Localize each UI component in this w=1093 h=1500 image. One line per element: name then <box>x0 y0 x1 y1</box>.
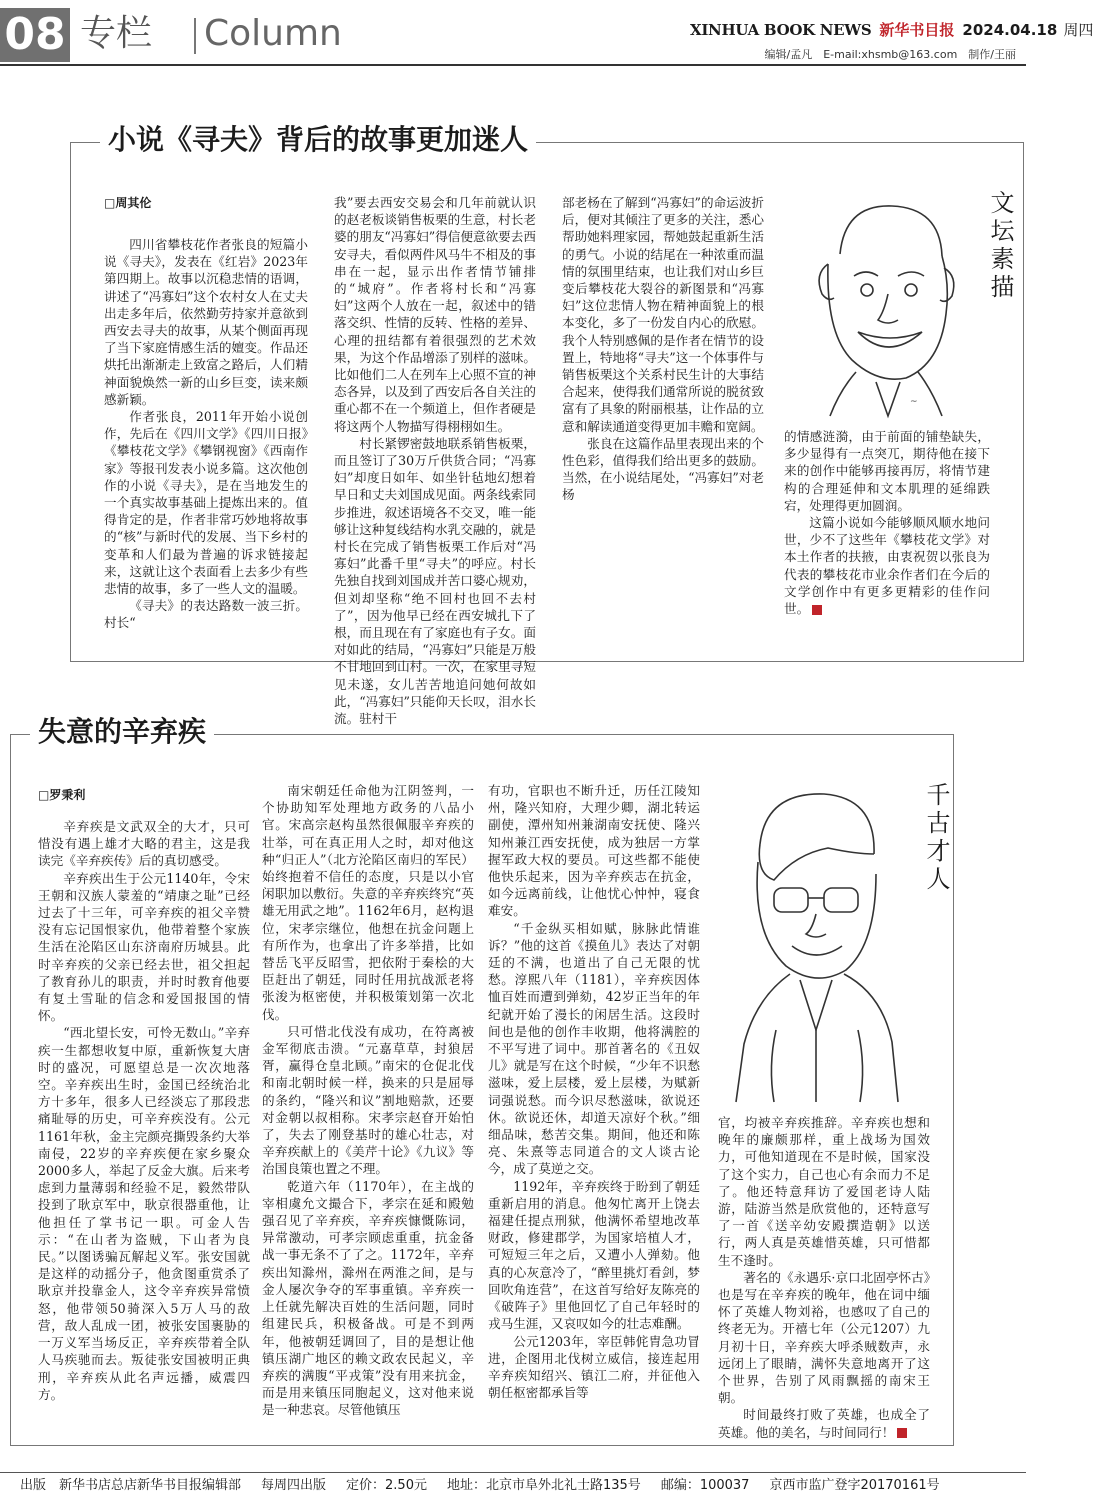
paragraph: “西北望长安，可怜无数山。”辛弃疾一生都想收复中原，重新恢复大唐时的盛况，可愿望总是一次次地落空。辛弃疾出生时，金国已经统治北方十多年，很多人已经淡忘了那段悲痛耻辱的历史，可辛弃疾没有。公元1161年秋，金主完颜亮撕毁条约大举南侵，22岁的辛弃疾便在家乡聚众2000多人，举起了反金大旗。后来考虑到力量薄弱和经验不足，毅然带队投到了耿京军中，耿京很器重他，让他担任了掌书记一职。可金人告示：“在山者为盗贼，下山者为良民。”以图诱骗瓦解起义军。张安国就是这样的动摇分子，他贪图重赏杀了耿京并投靠金人，这令辛弃疾异常愤怒，他带领50骑深入5万人马的敌营，敌人乱成一团，被张安国裹胁的一万义军当场反正，辛弃疾带着全队人马疾驰而去。叛徒张安国被明正典刑，辛弃疾从此名声远播，威震四方。 <box>38 1025 250 1402</box>
section-title-cn: 专栏 <box>80 13 153 54</box>
article1-col-1 <box>104 236 308 646</box>
paragraph: 1192年，辛弃疾终于盼到了朝廷重新启用的消息。他匆忙离开上饶去福建任提点刑狱，他满怀希望地改革财政，修建郡学，为国家培植人才，可短短三年之后，又遭小人弹劾。他真的心灰意冷了，“醉里挑灯看剑，梦回吹角连营”，在这首写给好友陈亮的《破阵子》里他回忆了自己年轻时的戎马生涯，又哀叹如今的壮志难酬。 <box>488 1178 700 1332</box>
issue-weekday: 周四 <box>1063 21 1093 39</box>
footer-rule <box>0 1472 1026 1473</box>
article2-col-4 <box>718 1114 930 1444</box>
paragraph: 有功，官职也不断升迁，历任江陵知州，隆兴知府，大理少卿，湖北转运副使，潭州知州兼湖南安抚使、隆兴知州兼江西安抚使，成为独居一方掌握军政大权的要员。可这些都不能使他快乐起来，因为辛弃疾志在抗金，如今远离前线，让他忧心忡忡，寝食难安。 <box>488 783 700 919</box>
paragraph: 部老杨在了解到“冯寡妇”的命运波折后，便对其倾注了更多的关注，悉心帮助她料理家园，帮她鼓起重新生活的勇气。小说的结尾在一种浓重而温情的氛围里结束，也让我们对山乡巨变后攀枝花大裂谷的新图景和“冯寡妇”这位悲情人物在精神面貌上的根本变化，多了一份发自内心的欣慰。我个人特别感佩的是作者在情节的设置上，特地将“寻夫”这一个体事件与销售板栗这个关系村民生计的大事结合起来，使得我们通常所说的脱贫致富有了具象的附丽根基，让作品的立意和解读通道变得更加丰赡和宽阔。 <box>562 195 764 434</box>
footer-publisher: 出版 新华书店总店新华书目报编辑部 <box>20 1478 242 1493</box>
paragraph: 我”要去西安交易会和几年前就认识的赵老板谈销售板栗的生意，村长老婆的朋友“冯寡妇”得信便意欲要去西安寻夫，看似两件风马牛不相及的事串在一起，显示出作者情节铺排的“城府”。作者将村长和“冯寡妇”这两个人放在一起，叙述中的错落交织、性情的反转、性格的差异、心理的扭结都有着很强烈的艺术效果，为这个作品增添了别样的滋味。比如他们二人在列车上心照不宣的神态各异，以及到了西安后各自关注的重心都不在一个频道上，但作者硬是将这两个人物描写得栩栩如生。 <box>334 195 536 434</box>
article2-col-1 <box>38 818 250 1442</box>
article2-author: □罗秉利 <box>38 788 86 802</box>
footer-frequency: 每周四出版 <box>261 1478 327 1493</box>
article2-title: 失意的辛弃疾 <box>30 712 214 752</box>
paragraph: 这篇小说如今能够顺风顺水地问世，少不了这些年《攀枝花文学》对本土作者的扶掖，由衷祝贺以张良为代表的攀枝花市业余作者们在今后的文学创作中有更多更精彩的佳作问世。 <box>784 515 990 617</box>
paragraph: 作者张良，2011年开始小说创作，先后在《四川文学》《四川日报》《攀枝花文学》《攀钢视窗》《西南作家》等报刊发表小说多篇。这次他创作的小说《寻夫》，是在当地发生的一个真实故事基础上提炼出来的。值得肯定的是，作者非常巧妙地将故事的“核”与新时代的发展、当下乡村的变革和人们最为普遍的诉求链接起来，这就让这个表面看上去多少有些悲情的故事，多了一些人文的温暖。 <box>104 409 308 597</box>
paragraph: 乾道六年（1170年），在主战的宰相虞允文撮合下，孝宗在延和殿勉强召见了辛弃疾，辛弃疾慷慨陈词，异常激动，可孝宗顾虑重重，抗金备战一事无条不了了之。1172年，辛弃疾出知滁州，滁州在两淮之间，是与金人屡次争夺的军事重镇。辛弃疾一上任就先解决百姓的生活问题，同时组建民兵，积极备战。可是不到两年，他被朝廷调回了，目的是想让他镇压湖广地区的赖文政农民起义，辛弃疾的满腹“平戎策”没有用来抗金，而是用来镇压同胞起义，这对他来说是一种悲哀。尽管他镇压 <box>262 1178 474 1418</box>
footer-postcode: 邮编：100037 <box>660 1478 750 1493</box>
footer-license: 京西市监广登字20170161号 <box>769 1478 940 1493</box>
footer-price: 定价：2.50元 <box>346 1478 427 1493</box>
footer-info <box>0 1476 1026 1496</box>
end-mark-icon <box>812 605 822 615</box>
paragraph: 只可惜北伐没有成功，在符离被金军彻底击溃。“元嘉草草，封狼居胥，赢得仓皇北顾。”南宋的仓促北伐和南北朝时候一样，换来的只是屈辱的条约，“隆兴和议”割地赔款，还要对金朝以叔相称。宋孝宗赵眘开始怕了，失去了刚登基时的雄心壮志，对辛弃疾献上的《美芹十论》《九议》等治国良策也置之不理。 <box>262 1023 474 1177</box>
article1-col-4 <box>784 428 990 648</box>
paragraph: 公元1203年，宰臣韩侂胄急功冒进，企图用北伐树立威信，接连起用辛弃疾知绍兴、镇江二府，并征他入朝任枢密都承旨等 <box>488 1333 700 1401</box>
svg-text:~: ~ <box>910 397 918 407</box>
page-number: 08 <box>0 8 70 62</box>
article1-col-2 <box>334 194 536 727</box>
caricature-portrait-2 <box>716 784 912 1102</box>
article2-column-label: 千古才人 <box>922 782 950 894</box>
paragraph: 的情感涟漪，由于前面的铺垫缺失，多少显得有一点突兀，期待他在接下来的创作中能够再接再厉，将情节建构的合理延伸和文本肌理的延绵跌宕，处理得更加圆润。 <box>784 429 990 513</box>
article2-col-2 <box>262 782 474 1442</box>
paragraph: 南宋朝廷任命他为江阴签判，一个协助知军处理地方政务的八品小官。宋高宗赵构虽然很佩服辛弃疾的壮举，可在真正用人之时，却对他这种“归正人”（北方沦陷区南归的军民）始终抱着不信任的态度，只是以小官闲职加以敷衍。失意的辛弃疾终究“英雄无用武之地”。1162年6月，赵构退位，宋孝宗继位，他想在抗金问题上有所作为，也拿出了许多举措，比如替岳飞平反昭雪，把依附于秦桧的大臣赶出了朝廷，同时任用抗战派老将张浚为枢密使，并积极策划第一次北伐。 <box>262 783 474 1022</box>
article1-author: □周其伦 <box>104 196 152 210</box>
article2-col-3 <box>488 782 700 1442</box>
article1-column-label: 文坛素描 <box>986 190 1014 302</box>
paragraph: 著名的《永遇乐·京口北固亭怀古》也是写在辛弃疾的晚年，他在词中缅怀了英雄人物刘裕，也感叹了自己的终老无为。开禧七年（公元1207）九月初十日，辛弃疾大呼杀贼数声，永远闭上了眼睛，满怀失意地离开了这个世界，告别了风雨飘摇的南宋王朝。 <box>718 1269 930 1406</box>
paragraph: 时间最终打败了英雄，也成全了英雄。他的美名，与时间同行！ <box>718 1407 930 1440</box>
paragraph: 辛弃疾是文武双全的大才，只可惜没有遇上雄才大略的君主，这是我读完《辛弃疾传》后的真切感受。 <box>38 819 250 869</box>
paragraph: “千金纵买相如赋，脉脉此情谁诉？”他的这首《摸鱼儿》表达了对朝廷的不满，也道出了自己无限的忧愁。淳熙八年（1181），辛弃疾因体恤百姓而遭到弹劾，42岁正当年的年纪就开始了漫长的闲居生活。这段时间也是他的创作丰收期，他将满腔的不平写进了词中。那首著名的《丑奴儿》就是写在这个时候，“少年不识愁滋味，爱上层楼，爱上层楼，为赋新词强说愁。而今识尽愁滋味，欲说还休。欲说还休，却道天凉好个秋。”细细品味，愁苦交集。期间，他还和陈亮、朱熹等志同道合的文人谈古论今，成了莫逆之交。 <box>488 920 700 1177</box>
article1-title: 小说《寻夫》背后的故事更加迷人 <box>100 120 536 160</box>
paragraph: 村长紧锣密鼓地联系销售板栗，而且签订了30万斤供货合同；“冯寡妇”却度日如年、如坐针毡地幻想着早日和丈夫刘国成见面。两条线索同步推进，叙述语境各不交叉，唯一能够让这种复线结构水乳交融的，就是村长在完成了销售板栗工作后对“冯寡妇”此番千里“寻夫”的呼应。村长先独自找到刘国成并苦口婆心规劝，但刘却坚称“绝不回村也回不去村了”，因为他早已经在西安城扎下了根，而且现在有了家庭也有子女。面对如此的结局，“冯寡妇”只能是万般不甘地回到山村。一次，在家里寻短见未遂，女儿苦苦地追问她何故如此，“冯寡妇”只能仰天长叹，泪水长流。驻村干 <box>334 435 536 727</box>
editor-credits: 编辑/孟凡 E-mail:xhsmb@163.com 制作/王丽 <box>764 48 1016 61</box>
section-title-en: Column <box>204 13 342 54</box>
paragraph: 官，均被辛弃疾推辞。辛弃疾也想和晚年的廉颇那样，重上战场为国效力，可他知道现在不是时候，国家没了这个实力，自己也心有余而力不足了。他还特意拜访了爱国老诗人陆游，陆游当然是欣赏他的，还特意写了一首《送辛幼安殿撰造朝》以送行，两人真是英雄惜英雄，只可惜都生不逢时。 <box>718 1115 930 1268</box>
article1-col-3 <box>562 194 764 672</box>
caricature-portrait-1 <box>800 194 970 416</box>
masthead-cn: 新华书目报 <box>879 21 955 39</box>
paragraph: 辛弃疾出生于公元1140年，令宋王朝和汉族人蒙羞的“靖康之耻”已经过去了十三年，可辛弃疾的祖父辛赞没有忘记国恨家仇，他带着整个家族生活在沦陷区山东济南府历城县。此时辛弃疾的父亲已经去世，祖父担起了教育孙儿的职责，并时时教育他要有复土雪耻的信念和爱国报国的情怀。 <box>38 870 250 1024</box>
masthead <box>690 20 1093 40</box>
header-rule <box>0 64 1026 66</box>
section-divider <box>194 18 196 54</box>
footer-address: 地址：北京市阜外北礼士路135号 <box>446 1478 641 1493</box>
paragraph: 《寻夫》的表达路数一波三折。村长“ <box>104 598 308 631</box>
masthead-en: XINHUA BOOK NEWS <box>690 21 872 39</box>
paragraph: 四川省攀枝花作者张良的短篇小说《寻夫》，发表在《红岩》2023年第四期上。故事以沉稳悲情的语调，讲述了“冯寡妇”这个农村女人在丈夫出走多年后，依然勤劳持家并意欲到西安去寻夫的故事，从某个侧面再现了当下家庭情感生活的嬗变。作品还烘托出渐渐走上致富之路后，人们精神面貌焕然一新的山乡巨变，读来颇感新颖。 <box>104 237 308 407</box>
end-mark-icon <box>897 1428 907 1438</box>
issue-date: 2024.04.18 <box>962 21 1058 39</box>
paragraph: 张良在这篇作品里表现出来的个性色彩，值得我们给出更多的鼓励。当然，在小说结尾处，“冯寡妇”对老杨 <box>562 435 764 503</box>
